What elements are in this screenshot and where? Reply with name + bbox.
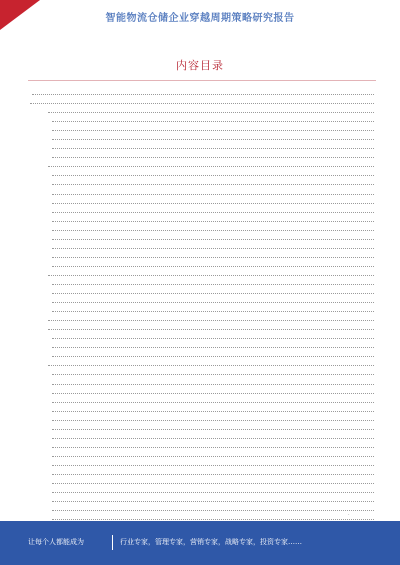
report-title: 智能物流仓储企业穿越周期策略研究报告 (105, 13, 295, 24)
toc-entry[interactable] (28, 97, 376, 106)
toc-entry[interactable] (28, 133, 376, 142)
toc-leader-dots (52, 184, 374, 185)
toc-leader-dots (52, 474, 374, 475)
toc-entry[interactable] (28, 224, 376, 233)
toc-leader-dots (52, 230, 374, 231)
toc-leader-dots (52, 239, 374, 240)
toc-leader-dots (52, 130, 374, 131)
toc-entry[interactable] (28, 160, 376, 169)
toc-leader-dots (52, 284, 374, 285)
toc-leader-dots (30, 103, 374, 104)
toc-entry[interactable] (28, 378, 376, 387)
toc-entry[interactable] (28, 396, 376, 405)
toc-leader-dots (52, 302, 374, 303)
toc-leader-dots (52, 311, 374, 312)
toc-entry[interactable] (28, 450, 376, 459)
toc-leader-dots (52, 121, 374, 122)
toc-divider (28, 80, 376, 81)
toc-leader-dots (52, 483, 374, 484)
toc-leader-dots (52, 510, 374, 511)
toc-leader-dots (52, 248, 374, 249)
toc-entry[interactable] (28, 332, 376, 341)
toc-leader-dots (52, 492, 374, 493)
toc-entry[interactable] (28, 468, 376, 477)
toc-entry[interactable] (28, 269, 376, 278)
toc-leader-dots (52, 257, 374, 258)
toc-entry[interactable] (28, 359, 376, 368)
toc-leader-dots (32, 94, 374, 95)
toc-entry[interactable] (28, 305, 376, 314)
toc-entry[interactable] (28, 477, 376, 486)
toc-title: 内容目录 (176, 59, 224, 72)
toc-entry[interactable] (28, 251, 376, 260)
toc-entry[interactable] (28, 115, 376, 124)
toc-entry[interactable] (28, 432, 376, 441)
table-of-contents (28, 88, 376, 531)
toc-leader-dots (52, 356, 374, 357)
toc-leader-dots (52, 221, 374, 222)
toc-leader-dots (52, 465, 374, 466)
toc-entry[interactable] (28, 260, 376, 269)
toc-entry[interactable] (28, 423, 376, 432)
toc-leader-dots (52, 212, 374, 213)
toc-entry[interactable] (28, 124, 376, 133)
toc-entry[interactable] (28, 287, 376, 296)
toc-leader-dots (52, 402, 374, 403)
toc-entry[interactable] (28, 414, 376, 423)
toc-entry[interactable] (28, 495, 376, 504)
toc-entry[interactable] (28, 242, 376, 251)
toc-entry[interactable] (28, 178, 376, 187)
footer-tagline: 行业专家，管理专家，营销专家，战略专家，投资专家…… (120, 538, 302, 546)
toc-leader-dots (52, 148, 374, 149)
toc-leader-dots (52, 438, 374, 439)
toc-leader-dots (52, 203, 374, 204)
toc-leader-dots (48, 166, 374, 167)
footer-slogan: 让每个人都能成为 (28, 538, 84, 546)
toc-leader-dots (48, 275, 374, 276)
toc-entry[interactable] (28, 151, 376, 160)
toc-entry[interactable] (28, 314, 376, 323)
toc-entry[interactable] (28, 233, 376, 242)
toc-entry[interactable] (28, 459, 376, 468)
toc-entry[interactable] (28, 106, 376, 115)
toc-entry[interactable] (28, 441, 376, 450)
toc-leader-dots (52, 157, 374, 158)
toc-leader-dots (48, 329, 374, 330)
toc-leader-dots (52, 420, 374, 421)
toc-entry[interactable] (28, 405, 376, 414)
toc-entry[interactable] (28, 368, 376, 377)
toc-leader-dots (52, 194, 374, 195)
toc-leader-dots (52, 175, 374, 176)
toc-leader-dots (52, 347, 374, 348)
toc-leader-dots (52, 374, 374, 375)
toc-leader-dots (52, 429, 374, 430)
toc-leader-dots (52, 393, 374, 394)
toc-leader-dots (48, 365, 374, 366)
toc-leader-dots (48, 320, 374, 321)
toc-entry[interactable] (28, 486, 376, 495)
footer-banner (0, 521, 400, 565)
toc-entry[interactable] (28, 350, 376, 359)
toc-entry[interactable] (28, 278, 376, 287)
toc-entry[interactable] (28, 387, 376, 396)
toc-leader-dots (48, 112, 374, 113)
toc-entry[interactable] (28, 88, 376, 97)
toc-entry[interactable] (28, 296, 376, 305)
toc-entry[interactable] (28, 215, 376, 224)
toc-entry[interactable] (28, 142, 376, 151)
toc-leader-dots (52, 447, 374, 448)
toc-leader-dots (52, 293, 374, 294)
page-marker: · (348, 512, 350, 518)
toc-leader-dots (52, 411, 374, 412)
toc-leader-dots (52, 384, 374, 385)
report-header (0, 0, 400, 30)
toc-entry[interactable] (28, 341, 376, 350)
toc-leader-dots (52, 266, 374, 267)
toc-entry[interactable] (28, 169, 376, 178)
toc-entry[interactable] (28, 197, 376, 206)
toc-leader-dots (52, 139, 374, 140)
toc-leader-dots (52, 338, 374, 339)
toc-entry[interactable] (28, 504, 376, 513)
toc-leader-dots (52, 501, 374, 502)
toc-entry[interactable] (28, 206, 376, 215)
toc-entry[interactable] (28, 323, 376, 332)
toc-entry[interactable] (28, 188, 376, 197)
toc-leader-dots (52, 456, 374, 457)
footer-separator (112, 535, 113, 550)
